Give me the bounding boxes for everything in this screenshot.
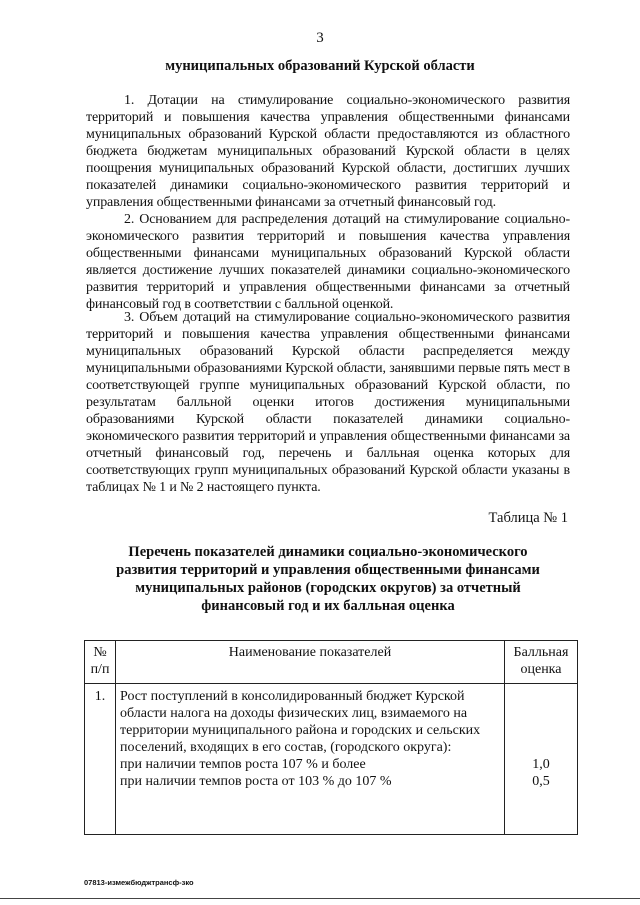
table-header-row xyxy=(85,641,578,684)
table-row xyxy=(85,684,578,835)
score-spacer xyxy=(509,688,573,756)
indicator-text: Рост поступлений в консолидированный бюджет Курской области налога на доходы физических лиц, взимаемого на территории муниципального района и городских и сельских поселений, входящих в его состав, (городского округа): xyxy=(120,689,481,755)
header-score: Балльная оценка xyxy=(505,641,578,684)
row-indicator xyxy=(116,684,505,835)
score-1: 1,0 xyxy=(532,757,550,772)
page-edge-line xyxy=(0,898,640,899)
criterion-2: при наличии темпов роста от 103 % до 107 % xyxy=(120,774,392,789)
row-score xyxy=(505,684,578,835)
page-number: 3 xyxy=(316,30,324,46)
section-heading: муниципальных образований Курской области xyxy=(165,58,475,74)
paragraph-3: 3. Объем дотаций на стимулирование социально-экономического развития территорий и повышения качества управления общественными финансами муниципальных образований Курской области распределяется между муниципальными образованиями Курской области, занявшими первые пять мест в соответствующей группе муниципальных образований Курской области, по результатам балльной оценки итогов достижения муниципальными образованиями Курской области показателей динамики социально-экономического развития территорий и управления общественными финансами за отчетный финансовый год, перечень и балльная оценка которых для соответствующих групп муниципальных образований Курской области указаны в таблицах № 1 и № 2 настоящего пункта. xyxy=(86,310,570,495)
header-indicator-name: Наименование показателей xyxy=(116,641,505,684)
indicators-table xyxy=(84,640,578,835)
score-2: 0,5 xyxy=(532,774,550,789)
table-title: Перечень показателей динамики социально-экономического развития территорий и управления общественными финансами муниципальных районов (городских округов) за отчетный финансовый год и их балльная оценка xyxy=(116,544,540,614)
criterion-1: при наличии темпов роста 107 % и более xyxy=(120,757,366,772)
table-label: Таблица № 1 xyxy=(488,510,568,526)
paragraph-2: 2. Основанием для распределения дотаций на стимулирование социально-экономического развития территорий и повышения качества управления общественными финансами муниципальных образований Курской области является достижение лучших показателей динамики социально-экономического развития территорий и управления общественными финансами за отчетный финансовый год в соответствии с балльной оценкой. xyxy=(86,212,570,312)
footer-code: 07813-измежбюджтрансф-зко xyxy=(84,878,194,887)
header-number: № п/п xyxy=(85,641,116,684)
row-number: 1. xyxy=(85,684,116,835)
paragraph-1: 1. Дотации на стимулирование социально-экономического развития территорий и повышения качества управления общественными финансами муниципальных образований Курской области предоставляются из областного бюджета бюджетам муниципальных образований Курской области в целях поощрения муниципальных образований Курской области, достигших лучших показателей динамики социально-экономического развития территорий и управления общественными финансами за отчетный финансовый год. xyxy=(86,93,570,210)
